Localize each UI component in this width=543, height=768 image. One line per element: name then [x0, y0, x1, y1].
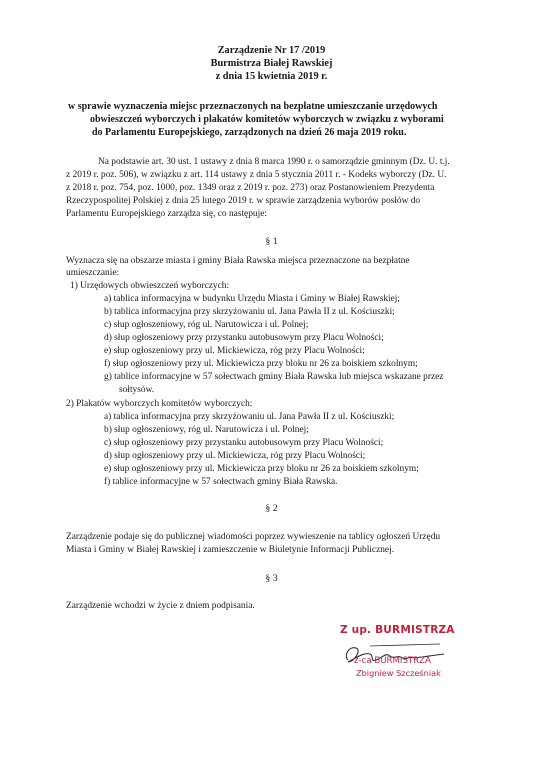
- preamble-line-1: Na podstawie art. 30 ust. 1 ustawy z dnia 8 marca 1990 r. o samorządzie gminnym (Dz. U. t.j.: [98, 157, 450, 167]
- section-3-mark: § 3: [265, 573, 278, 584]
- list-item: d) słup ogłoszeniowy przy przystanku autobusowym przy Placu Wolności;: [104, 333, 384, 343]
- stamp-position: z-ca BURMISTRZA: [354, 656, 431, 666]
- decree-date: z dnia 15 kwietnia 2019 r.: [215, 71, 328, 82]
- list-item: b) słup ogłoszeniowy, róg ul. Narutowicza i ul. Polnej;: [104, 425, 309, 435]
- section-2-line-1: Zarządzenie podaje się do publicznej wiadomości poprzez wywieszenie na tablicy ogłoszeń Urzędu: [66, 532, 441, 542]
- preamble-line-2: z 2019 r. poz. 506), w związku z art. 114 ustawy z dnia 5 stycznia 2011 r. - Kodeks wyborczy (Dz. U.: [66, 170, 447, 180]
- preamble-line-5: Parlamentu Europejskiego zarządza się, co następuje:: [66, 209, 267, 219]
- subject-line-3: do Parlamentu Europejskiego, zarządzonych na dzień 26 maja 2019 roku.: [92, 127, 407, 138]
- list-item: c) słup ogłoszeniowy przy przystanku autobusowym przy Placu Wolności;: [104, 438, 384, 448]
- list-item: f) tablice informacyjne w 57 sołectwach gminy Biała Rawska.: [104, 477, 338, 487]
- list-item: e) słup ogłoszeniowy przy ul. Mickiewicza, róg przy Placu Wolności;: [104, 346, 365, 356]
- list-item: f) słup ogłoszeniowy przy ul. Mickiewicza przy bloku nr 26 za boiskiem szkolnym;: [104, 359, 418, 369]
- subject-line-2: obwieszczeń wyborczych i plakatów komitetów wyborczych w związku z wyborami: [90, 114, 444, 125]
- list-item: b) tablica informacyjna przy skrzyżowaniu ul. Jana Pawła II z ul. Kościuszki;: [104, 307, 395, 317]
- decree-issuer: Burmistrza Białej Rawskiej: [210, 58, 333, 69]
- list-2-title: 2) Plakatów wyborczych komitetów wyborczych:: [66, 399, 253, 409]
- subject-line-1: w sprawie wyznaczenia miejsc przeznaczonych na bezpłatne umieszczanie urzędowych: [68, 101, 438, 112]
- list-item: c) słup ogłoszeniowy, róg ul. Narutowicza i ul. Polnej;: [104, 320, 309, 330]
- list-item-continuation: sołtysów.: [119, 385, 155, 395]
- list-1-title: 1) Urzędowych obwieszczeń wyborczych:: [70, 281, 230, 291]
- list-item: a) tablica informacyjna w budynku Urzędu Miasta i Gminy w Białej Rawskiej;: [104, 294, 401, 304]
- list-item: a) tablica informacyjna przy skrzyżowaniu ul. Jana Pawła II z ul. Kościuszki;: [104, 412, 395, 422]
- list-item: d) słup ogłoszeniowy przy ul. Mickiewicza, róg przy Placu Wolności;: [104, 451, 366, 461]
- decree-number: Zarządzenie Nr 17 /2019: [217, 45, 326, 56]
- stamp-name: Zbigniew Szcześniak: [356, 668, 441, 678]
- stamp-authorization: Z up. BURMISTRZA: [340, 624, 455, 636]
- list-item: e) słup ogłoszeniowy przy ul. Mickiewicza przy bloku nr 26 za boiskiem szkolnym;: [104, 464, 419, 474]
- section-3-line-1: Zarządzenie wchodzi w życie z dniem podpisania.: [66, 601, 255, 611]
- section-1-intro-2: umieszczanie:: [66, 268, 120, 278]
- section-1-intro-1: Wyznacza się na obszarze miasta i gminy Biała Rawska miejsca przeznaczone na bezpłatne: [66, 256, 410, 266]
- preamble-line-4: Rzeczypospolitej Polskiej z dnia 25 lutego 2019 r. w sprawie zarządzenia wyborów posłów do: [66, 196, 421, 206]
- section-2-line-2: Miasta i Gminy w Białej Rawskiej i zamieszczenie w Biuletynie Informacji Publicznej.: [66, 545, 395, 555]
- list-item: g) tablice informacyjne w 57 sołectwach gminy Biała Rawska lub miejsca wskazane przez: [104, 372, 444, 382]
- preamble-line-3: z 2018 r. poz. 754, poz. 1000, poz. 1349 oraz z 2019 r. poz. 273) oraz Postanowieniem Prezydenta: [66, 183, 435, 193]
- section-1-mark: § 1: [265, 236, 278, 247]
- section-2-mark: § 2: [265, 503, 278, 514]
